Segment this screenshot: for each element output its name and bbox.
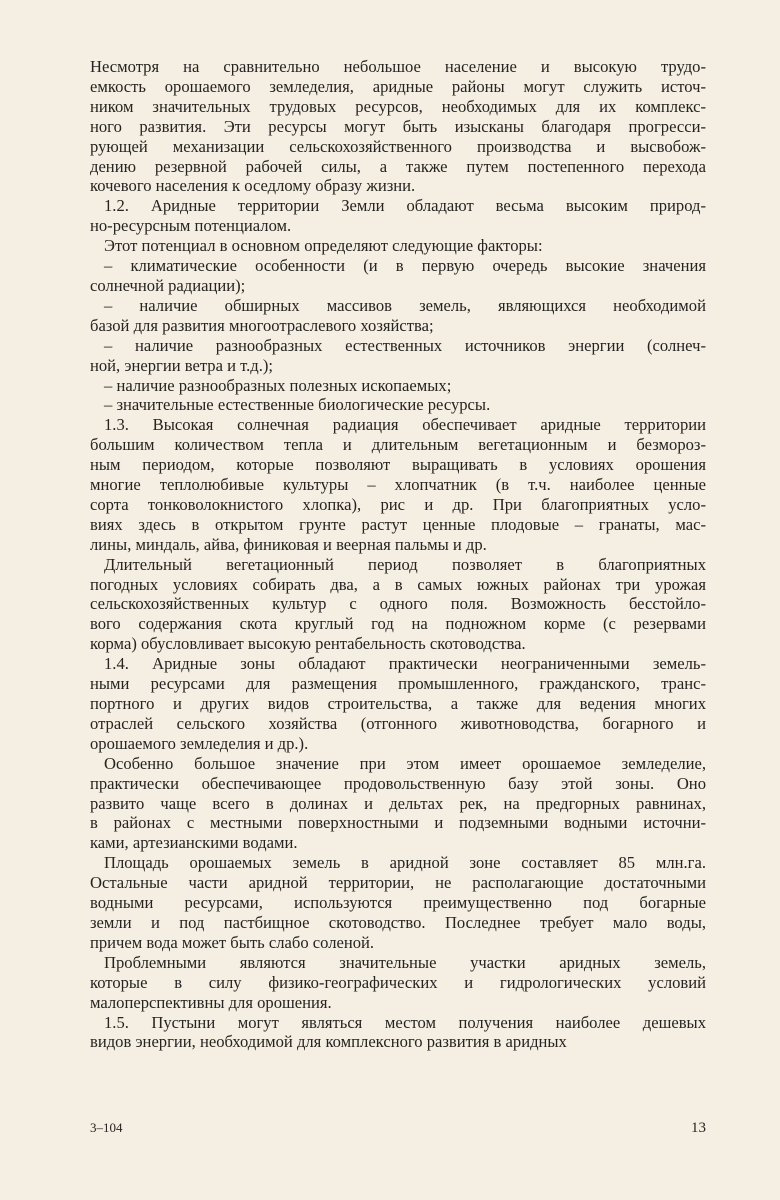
paragraph-p13 <box>90 853 706 953</box>
text-line: отраслей сельского хозяйства (отгонного животноводства, богарного и <box>90 713 706 733</box>
text-line: сельскохозяйственных культур с одного поля. Возможность бесстойло- <box>90 594 706 614</box>
paragraph-p11 <box>90 654 706 754</box>
text-line: многие теплолюбивые культуры – хлопчатник (в т.ч. наиболее ценные <box>90 475 706 495</box>
paragraph-p5 <box>90 296 706 336</box>
text-line: 1.4. Аридные зоны обладают практически неограниченными земель- <box>104 654 706 674</box>
text-line: ного развития. Эти ресурсы могут быть изысканы благодаря прогресси- <box>90 116 706 136</box>
text-line: дению резервной рабочей силы, а также путем постепенного перехода <box>90 156 706 176</box>
text-line: развито чаще всего в долинах и дельтах рек, на предгорных равнинах, <box>90 793 706 813</box>
paragraph-p1 <box>90 57 706 196</box>
text-line: погодных условиях собирать два, а в самых южных районах три урожая <box>90 574 706 594</box>
text-line: кочевого населения к оседлому образу жизни. <box>90 176 416 196</box>
text-line: солнечной радиации); <box>90 275 246 295</box>
text-line: видов энергии, необходимой для комплексного развития в аридных <box>90 1032 567 1052</box>
text-line: виях здесь в открытом грунте растут ценные плодовые – гранаты, мас- <box>90 514 706 534</box>
text-line: портного и других видов строительства, а также для ведения многих <box>90 694 706 713</box>
text-line: причем вода может быть слабо соленой. <box>90 932 375 952</box>
text-line: практически обеспечивающее продовольственную базу этой зоны. Оно <box>90 773 706 793</box>
text-line: в районах с местными поверхностными и подземными водными источни- <box>90 813 706 833</box>
text-line: емкость орошаемого земледелия, аридные районы могут служить источ- <box>90 76 706 96</box>
page-number: 13 <box>691 1120 706 1136</box>
text-line: ками, артезианскими водами. <box>90 833 298 853</box>
text-line: – значительные естественные биологические ресурсы. <box>104 395 491 415</box>
text-line: Этот потенциал в основном определяют следующие факторы: <box>104 236 543 256</box>
text-line: 1.5. Пустыни могут являться местом получения наиболее дешевых <box>104 1012 706 1032</box>
text-line: Остальные части аридной территории, не располагающие достаточными <box>90 873 706 893</box>
paragraph-p2 <box>90 196 706 236</box>
text-line: ным периодом, которые позволяют выращивать в условиях орошения <box>90 455 706 475</box>
text-line: – наличие разнообразных полезных ископаемых; <box>104 375 452 395</box>
text-line: вого содержания скота круглый год на подножном корме (с резервами <box>90 614 706 634</box>
text-line: Несмотря на сравнительно небольшое население и высокую трудо- <box>90 57 706 76</box>
text-line: – климатические особенности (и в первую очередь высокие значения <box>104 256 706 276</box>
text-line: Проблемными являются значительные участки аридных земель, <box>104 952 706 972</box>
text-line: рующей механизации сельскохозяйственного производства и высвобож- <box>90 136 706 156</box>
paragraph-p10 <box>90 555 706 655</box>
text-line: 1.2. Аридные территории Земли обладают весьма высоким природ- <box>104 196 706 216</box>
text-line: Длительный вегетационный период позволяет в благоприятных <box>104 554 706 574</box>
text-line: малоперспективны для орошения. <box>90 992 332 1012</box>
paragraph-p15 <box>90 1013 706 1053</box>
text-line: ником значительных трудовых ресурсов, необходимых для их комплекс- <box>90 96 706 116</box>
paragraph-p12 <box>90 754 706 854</box>
paragraph-p3 <box>90 236 706 256</box>
paragraph-p9 <box>90 415 706 554</box>
paragraph-p8 <box>90 395 706 415</box>
paragraph-p7 <box>90 376 706 396</box>
paragraph-p4 <box>90 256 706 296</box>
signature-mark: 3–104 <box>90 1120 123 1135</box>
text-line: земли и под пастбищное скотоводство. Последнее требует мало воды, <box>90 912 706 932</box>
page-body <box>90 57 706 1052</box>
text-line: Особенно большое значение при этом имеет орошаемое земледелие, <box>104 753 706 773</box>
text-line: большим количеством тепла и длительным вегетационным и безмороз- <box>90 435 706 455</box>
text-line: Площадь орошаемых земель в аридной зоне составляет 85 млн.га. <box>104 853 706 873</box>
text-line: ными ресурсами для размещения промышленного, гражданского, транс- <box>90 674 706 694</box>
text-line: сорта тонковолокнистого хлопка), рис и др. При благоприятных усло- <box>90 494 706 514</box>
text-line: которые в силу физико-географических и гидрологических условий <box>90 972 706 992</box>
text-line: – наличие разнообразных естественных источников энергии (солнеч- <box>104 335 706 355</box>
text-line: – наличие обширных массивов земель, являющихся необходимой <box>104 295 706 315</box>
text-line: лины, миндаль, айва, финиковая и веерная пальмы и др. <box>90 534 487 554</box>
text-line: орошаемого земледелия и др.). <box>90 733 309 753</box>
text-line: водными ресурсами, используются преимущественно под богарные <box>90 893 706 913</box>
paragraph-p6 <box>90 336 706 376</box>
paragraph-p14 <box>90 953 706 1013</box>
text-line: ной, энергии ветра и т.д.); <box>90 355 274 375</box>
text-line: но-ресурсным потенциалом. <box>90 216 292 236</box>
text-line: корма) обусловливает высокую рентабельность скотоводства. <box>90 634 526 654</box>
text-line: базой для развития многоотраслевого хозяйства; <box>90 315 434 335</box>
text-line: 1.3. Высокая солнечная радиация обеспечивает аридные территории <box>104 415 706 435</box>
